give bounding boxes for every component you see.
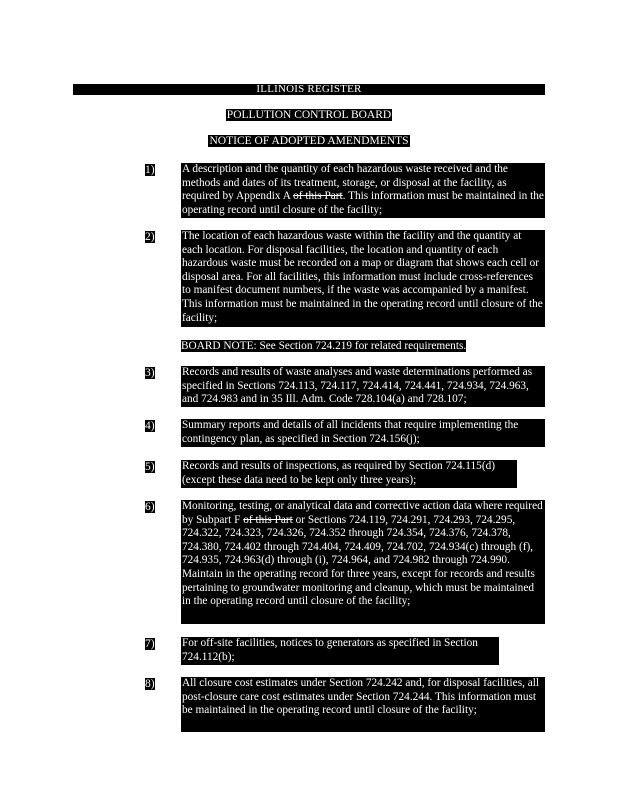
item-number: 5) <box>145 461 155 473</box>
board-note: BOARD NOTE: See Section 724.219 for related requirements. <box>181 340 467 352</box>
item-number: 7) <box>145 638 155 650</box>
list-item: Records and results of waste analyses and waste determinations performed as specified in Sections 724.113, 724.117, 724.414, 724.441, 724.934, 724.963, and 724.983 and in 35 Ill. Adm. Code 728.104(a) and 728.107; <box>181 366 545 407</box>
list-item: For off-site facilities, notices to generators as specified in Section 724.112(b); <box>181 637 499 665</box>
list-item: All closure cost estimates under Section 724.242 and, for disposal facilities, all post-closure care cost estimates under Section 724.244. This information must be maintained in the operating record until closure of the facility; <box>181 677 545 732</box>
item-number: 6) <box>145 501 155 513</box>
list-item: Monitoring, testing, or analytical data and corrective action data where required by Subpart F of this Part or Sections 724.119, 724.291, 724.293, 724.295, 724.322, 724.323, 724.326, 724.352 through 724.354, 724.376, 724.378, 724.380, 724.402 through 724.404, 724.409, 724.702, 724.934(c) through (f), 724.935, 724.963(d) through (i), 724.964, and 724.982 through 724.990. Maintain in the operating record for three years, except for records and results pertaining to groundwater monitoring and cleanup, which must be maintained in the operating record until closure of the facility; <box>181 500 545 624</box>
notice-title: NOTICE OF ADOPTED AMENDMENTS <box>209 135 409 147</box>
struck-text: of this Part <box>293 190 343 203</box>
list-item: A description and the quantity of each hazardous waste received and the methods and dates of its treatment, storage, or disposal at the facility, as required by Appendix A of this Part. This information must be maintained in the operating record until closure of the facility; <box>181 163 545 218</box>
register-title: ILLINOIS REGISTER <box>256 83 362 95</box>
item-number: 3) <box>145 367 155 379</box>
item-number: 4) <box>145 420 155 432</box>
register-header <box>73 84 545 95</box>
list-item: Records and results of inspections, as required by Section 724.115(d) (except these data need to be kept only three years); <box>181 460 517 488</box>
board-title: POLLUTION CONTROL BOARD <box>226 109 392 121</box>
item-number: 8) <box>145 678 155 690</box>
list-item: The location of each hazardous waste within the facility and the quantity at each location. For disposal facilities, the location and quantity of each hazardous waste must be recorded on a map or diagram that shows each cell or disposal area. For all facilities, this information must include cross-references to manifest document numbers, if the waste was accompanied by a manifest. This information must be maintained in the operating record until closure of the facility; <box>181 230 545 327</box>
item-number: 2) <box>145 231 155 243</box>
item-number: 1) <box>145 164 155 176</box>
list-item: Summary reports and details of all incidents that require implementing the contingency plan, as specified in Section 724.156(j); <box>181 419 545 447</box>
struck-text: of this Part <box>243 513 293 526</box>
